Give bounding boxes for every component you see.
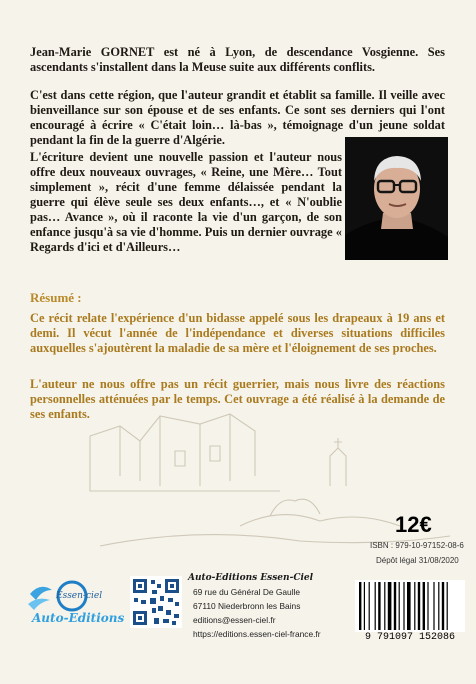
legal-deposit-label: Dépôt légal 31/08/2020: [376, 556, 459, 565]
bio-paragraph-3: L'écriture devient une nouvelle passion et l'auteur nous offre deux nouveaux ouvrages, « Reine, une Mère… Tout simplement », récit d'une femme délaissée pendant la guerre qui élève seule ses deux enfants…, et « N'oublie pas… Avance », où il raconte la vie d'un garçon, de son enfance jusqu'à sa vie d'homme. Puis un dernier ouvrage « Regards d'ici et d'Ailleurs…: [30, 150, 342, 254]
barcode-digits: 9 791097 152086: [364, 632, 455, 643]
publisher-logo: [22, 576, 125, 628]
qr-code: [130, 576, 182, 628]
publisher-email: editions@essen-ciel.fr: [193, 615, 276, 625]
bio-paragraph-1: Jean-Marie GORNET est né à Lyon, de descendance Vosgienne. Ses ascendants s'installent dans la Meuse suite aux différents conflits.: [30, 45, 445, 74]
publisher-website: https://editions.essen-ciel-france.fr: [193, 629, 321, 639]
price-label: 12€: [395, 512, 432, 537]
summary-paragraph-1: Ce récit relate l'expérience d'un bidasse appelé sous les drapeaux à 19 ans et demi. Il vécut l'année de l'indépendance et diverses situations difficiles auxquelles s'ajoutèrent la maladie de sa mère et l'éloignement de ses proches.: [30, 311, 445, 355]
barcode: [355, 580, 465, 632]
summary-title: Résumé :: [30, 290, 82, 305]
bio-paragraph-2: C'est dans cette région, que l'auteur grandit et établit sa famille. Il veille avec bienveillance sur son épouse et de ses enfants. Ce sont ses derniers qui l'ont encouragé à écrire « C'était loin… là-bas », témoignage d'un jeune soldat pendant la fin de la guerre d'Algérie.: [30, 88, 445, 147]
isbn-label: ISBN : 979-10-97152-08-6: [370, 541, 464, 550]
summary-paragraph-2: L'auteur ne nous offre pas un récit guerrier, mais nous livre des réactions personnelles atténuées par le temps. Cet ouvrage a été réalisé à la demande de ses enfants.: [30, 377, 445, 421]
publisher-address-1: 69 rue du Général De Gaulle: [193, 587, 301, 597]
publisher-address-2: 67110 Niederbronn les Bains: [193, 601, 301, 611]
logo-text-bottom: Auto-Editions: [32, 611, 125, 625]
logo-text-top: Essen-ciel: [56, 591, 103, 601]
author-photo: [345, 137, 448, 260]
publisher-name: Auto-Editions Essen-Ciel: [188, 573, 314, 583]
